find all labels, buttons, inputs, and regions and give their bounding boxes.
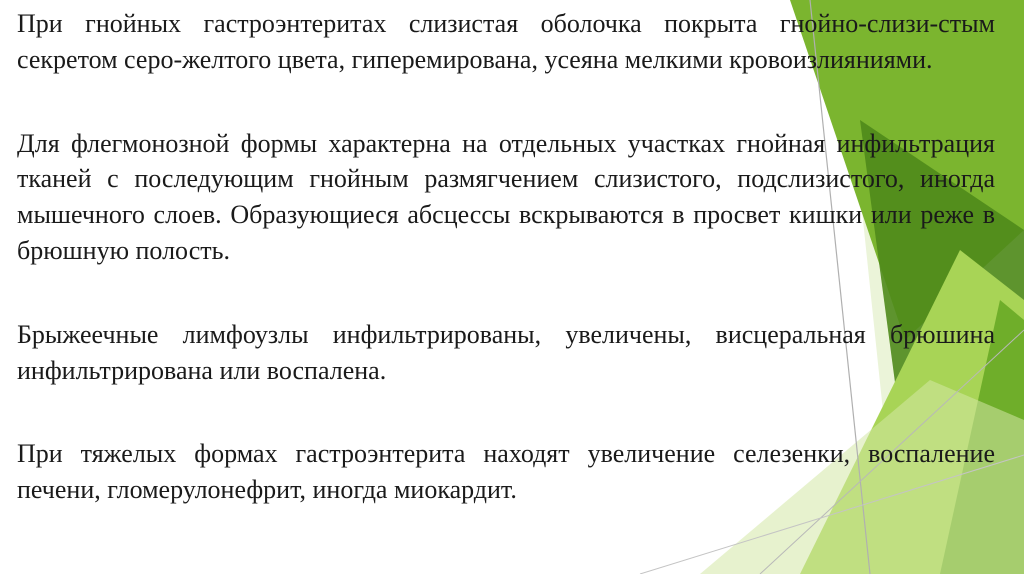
content-text-area [17,6,995,508]
paragraph-4: При тяжелых формах гастроэнтерита находят увеличение селезенки, воспаление печени, гломерулонефрит, иногда миокардит. [17,439,995,505]
paragraph-3: Брыжеечные лимфоузлы инфильтрированы, увеличены, висцеральная брюшина инфильтрирована или воспалена. [17,319,995,385]
paragraph-1: При гнойных гастроэнтеритах слизистая оболочка покрыта гнойно-слизи-стым секретом серо-желтого цвета, гиперемирована, усеяна мелкими кровоизлияниями. [17,9,995,74]
paragraph-2: Для флегмонозной формы характерна на отдельных участках гнойная инфильтрация тканей с последующим гнойным размягчением слизистого, подслизистого, иногда мышечного слоев. Образующиеся абсцессы вскрываются в просвет кишки или реже в брюшную полость. [17,128,995,265]
